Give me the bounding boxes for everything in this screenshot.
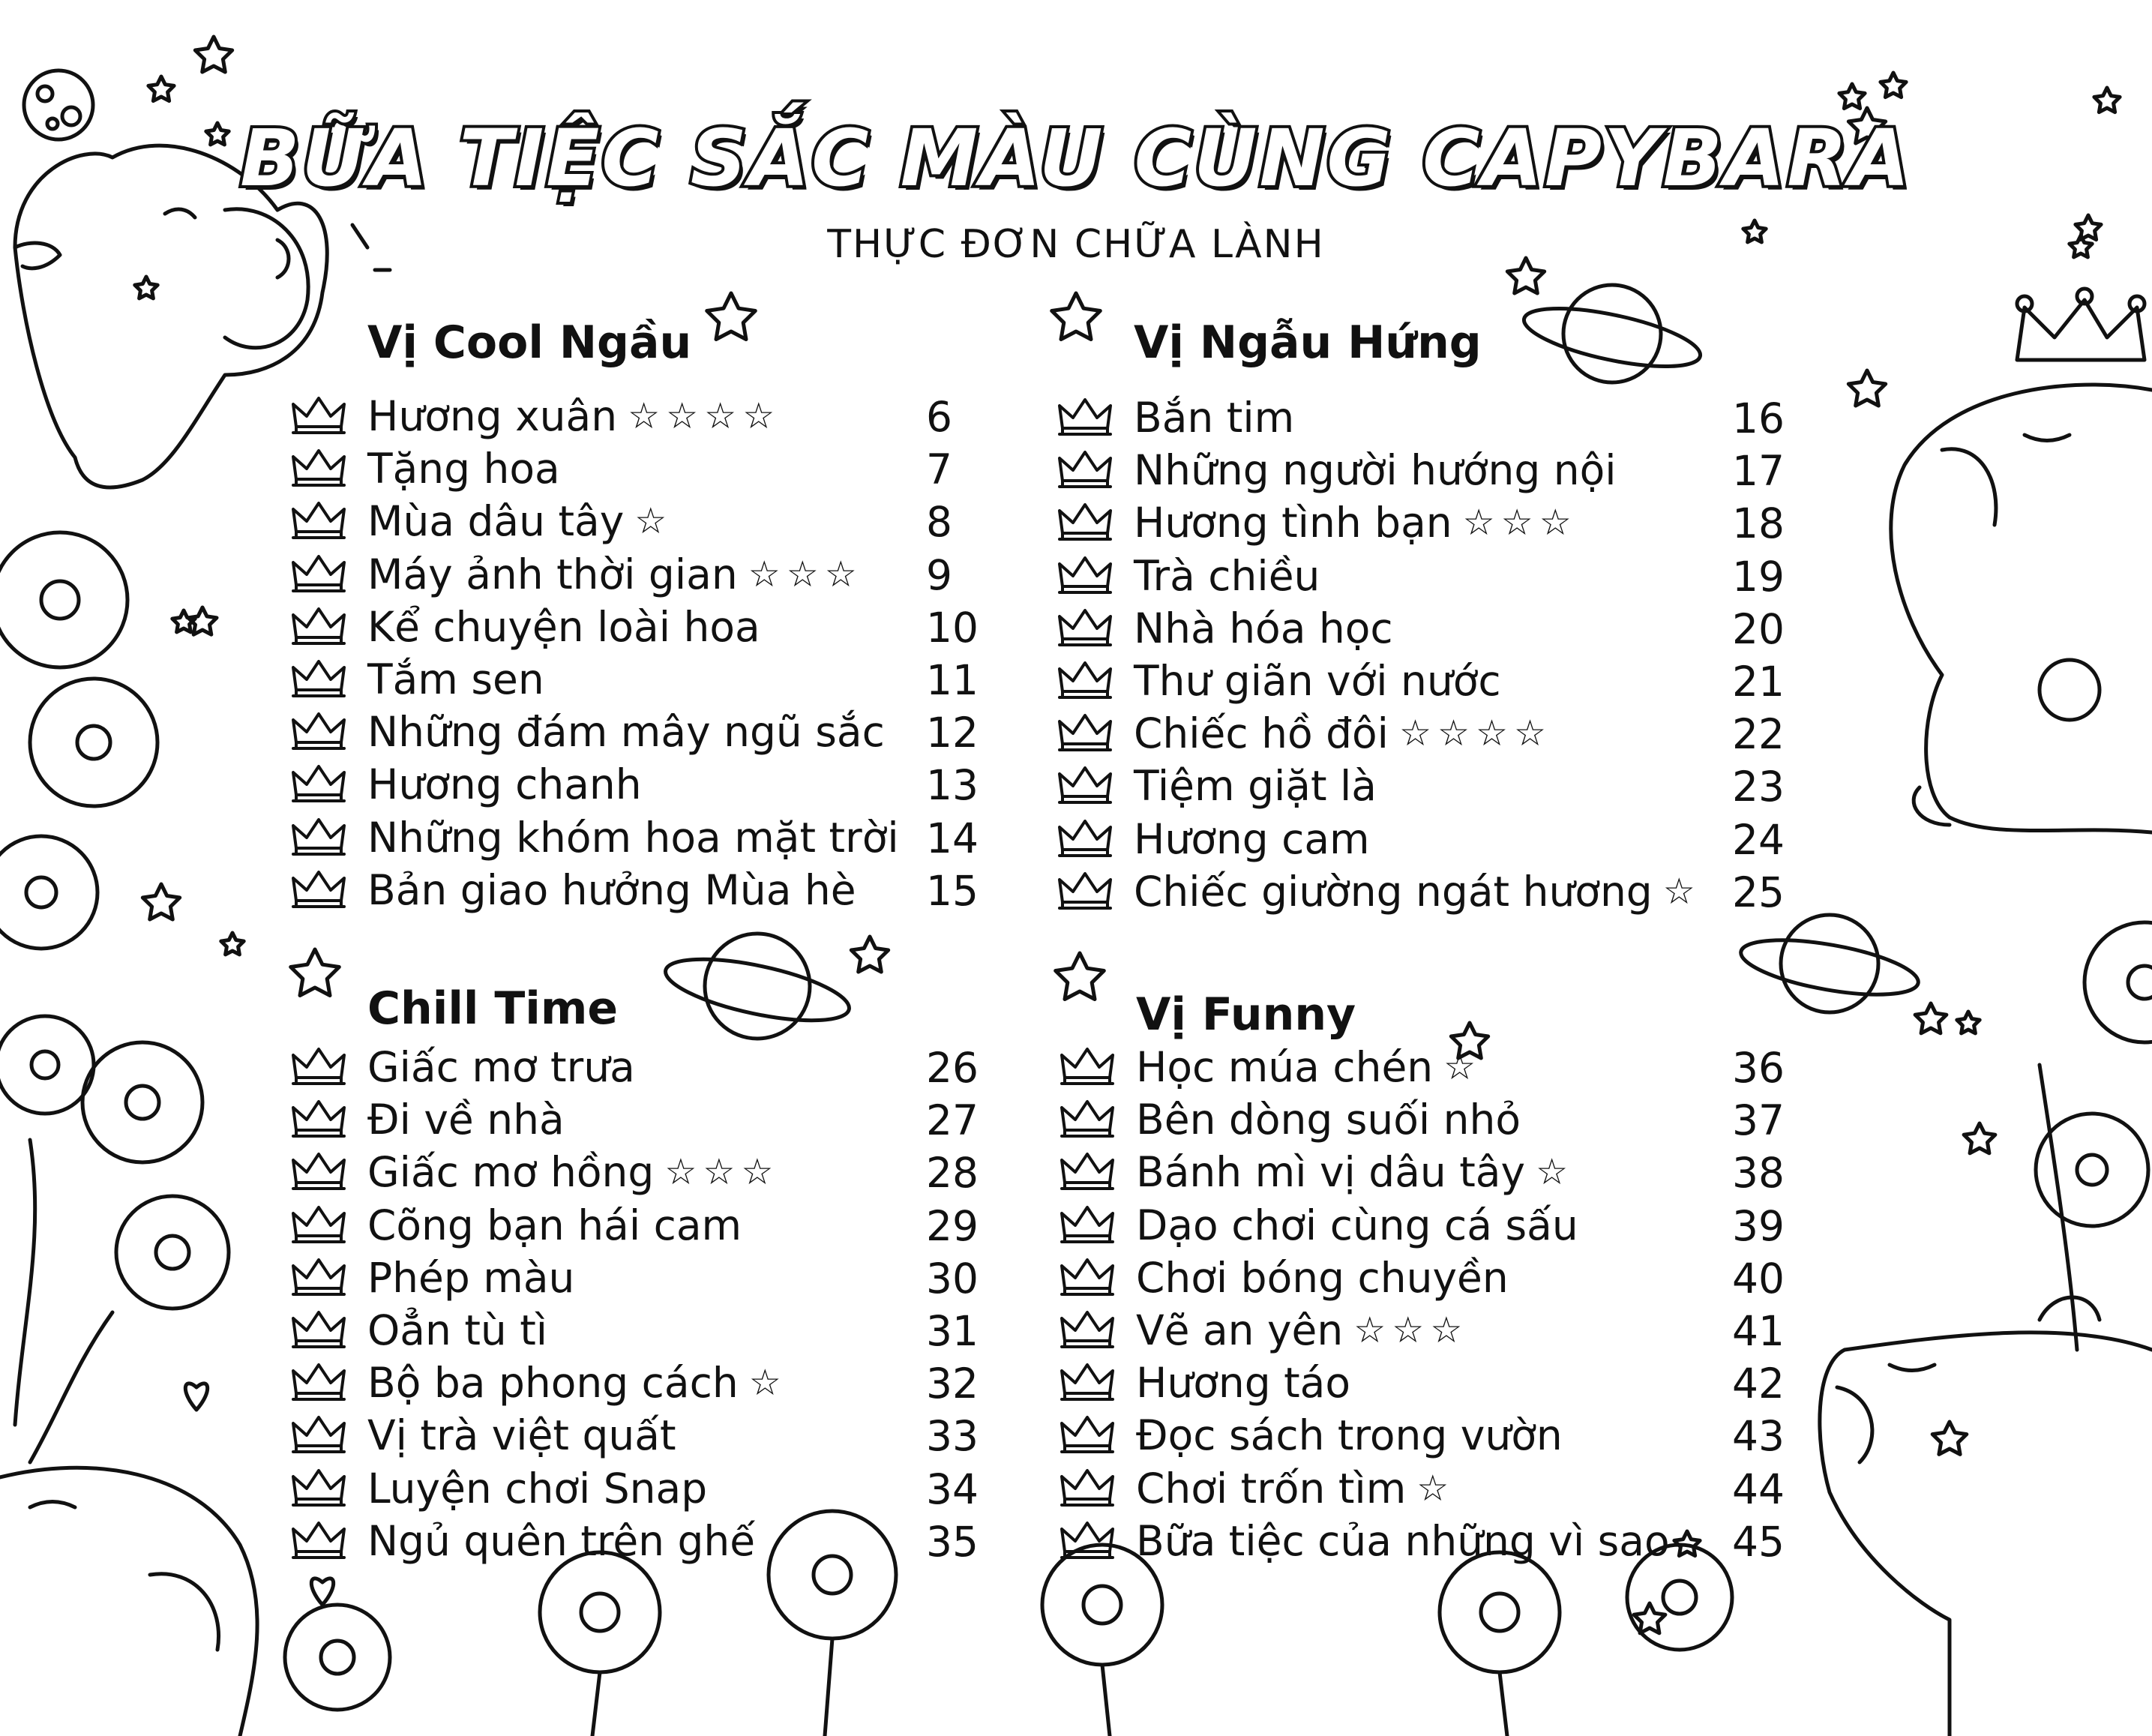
page-subtitle: THỰC ĐƠN CHỮA LÀNH	[827, 222, 1325, 267]
capybara-illustration-bottom-left	[0, 1468, 257, 1736]
crown-icon	[1055, 711, 1115, 756]
decorative-star-icon	[1839, 84, 1865, 109]
menu-item-name: Giấc mơ trưa	[367, 1043, 635, 1091]
crown-icon	[289, 394, 349, 439]
menu-item-name: Chơi trốn tìm	[1136, 1464, 1407, 1513]
menu-item-page-number: 11	[926, 656, 979, 704]
menu-item-name: Tiệm giặt là	[1134, 762, 1377, 811]
menu-item	[367, 864, 856, 916]
crown-icon	[289, 815, 349, 860]
star-outline-icon: ☆☆☆	[1462, 502, 1578, 544]
decorative-star-icon	[1881, 73, 1906, 97]
crown-icon	[1057, 1203, 1117, 1248]
menu-item-page-number: 37	[1732, 1096, 1785, 1145]
menu-item-page-number: 21	[1732, 658, 1785, 706]
menu-item-page-number: 43	[1732, 1412, 1785, 1461]
menu-item-page-number: 41	[1732, 1307, 1785, 1355]
crown-icon	[1055, 658, 1115, 703]
crown-icon	[1057, 1150, 1117, 1195]
menu-item-name: Nhà hóa học	[1134, 604, 1393, 652]
menu-item-page-number: 17	[1732, 447, 1785, 496]
star-outline-icon: ☆☆☆☆	[1398, 712, 1553, 755]
menu-item	[367, 1252, 574, 1304]
menu-item	[367, 495, 673, 547]
menu-item-name: Mùa dâu tây	[367, 497, 625, 546]
crown-icon	[289, 446, 349, 491]
menu-item	[1134, 707, 1552, 760]
star-outline-icon: ☆☆☆☆	[628, 395, 781, 437]
menu-item-page-number: 9	[926, 550, 952, 599]
menu-item	[367, 706, 885, 758]
menu-item-name: Hương tình bạn	[1134, 499, 1452, 547]
star-outline-icon: ☆	[1443, 1046, 1482, 1088]
menu-item-page-number: 38	[1732, 1149, 1785, 1198]
menu-item-page-number: 44	[1732, 1465, 1785, 1513]
menu-item-name: Bánh mì vị dâu tây	[1136, 1148, 1526, 1197]
menu-item-name: Máy ảnh thời gian	[367, 550, 738, 598]
menu-item-name: Những khóm hoa mặt trời	[367, 813, 899, 862]
menu-item-page-number: 16	[1732, 394, 1785, 442]
section-title: Vị Funny	[1136, 988, 1356, 1041]
decorative-star-icon	[148, 76, 174, 101]
section-title: Vị Cool Ngầu	[367, 316, 692, 369]
crown-icon	[1057, 1519, 1117, 1564]
menu-item-name: Những người hướng nội	[1134, 446, 1617, 495]
decorative-star-icon	[1915, 1003, 1947, 1033]
planet-illustration-2	[661, 934, 854, 1039]
menu-item-page-number: 34	[926, 1465, 979, 1513]
menu-item-name: Đi về nhà	[367, 1096, 565, 1144]
menu-item-name: Trà chiều	[1134, 551, 1320, 600]
menu-item-name: Chiếc hồ đôi	[1134, 709, 1389, 758]
decorative-star-icon	[707, 293, 756, 340]
menu-item	[1136, 1357, 1350, 1409]
menu-item-name: Hương táo	[1136, 1359, 1351, 1408]
menu-item	[1136, 1409, 1563, 1462]
menu-item-page-number: 22	[1732, 710, 1785, 759]
crown-icon	[289, 1150, 349, 1195]
menu-item-page-number: 39	[1732, 1201, 1785, 1250]
menu-item-page-number: 14	[926, 814, 979, 862]
menu-item-name: Phép màu	[367, 1253, 575, 1302]
crown-icon	[289, 499, 349, 544]
menu-item	[1136, 1304, 1468, 1357]
menu-item-name: Oẳn tù tì	[367, 1306, 548, 1354]
menu-item	[1136, 1252, 1509, 1304]
menu-item-name: Vị trà việt quất	[367, 1411, 676, 1460]
crown-icon	[289, 762, 349, 807]
menu-item-name: Thư giãn với nước	[1134, 657, 1501, 705]
menu-item-name: Kể chuyện loài hoa	[367, 602, 760, 651]
menu-item-page-number: 10	[926, 603, 979, 652]
crown-icon	[1055, 817, 1115, 862]
crown-icon	[289, 1203, 349, 1248]
menu-item-page-number: 18	[1732, 499, 1785, 548]
crown-icon	[1057, 1308, 1117, 1353]
heart-icon	[311, 1579, 333, 1605]
menu-item	[367, 1515, 755, 1567]
star-outline-icon: ☆	[1416, 1467, 1455, 1510]
decorative-star-icon	[2094, 88, 2120, 112]
menu-item	[1134, 496, 1578, 549]
decorative-star-icon	[1052, 293, 1101, 340]
decorative-star-icon	[221, 933, 244, 955]
crown-icon	[1055, 448, 1115, 493]
decorative-star-icon	[1848, 370, 1885, 406]
menu-item-name: Chiếc giường ngát hương	[1134, 867, 1653, 916]
menu-item	[367, 758, 642, 811]
decorative-star-icon	[172, 610, 195, 632]
decorative-star-icon	[195, 37, 232, 72]
decorative-star-icon	[1932, 1422, 1967, 1454]
crown-icon	[1055, 869, 1115, 914]
menu-item	[367, 442, 560, 495]
flower-cluster-left	[0, 532, 229, 1462]
flower-cluster-right	[2036, 922, 2152, 1350]
crown-icon	[289, 1255, 349, 1300]
menu-item	[1136, 1199, 1578, 1252]
menu-item	[1136, 1041, 1482, 1093]
menu-item-page-number: 26	[926, 1044, 979, 1092]
menu-item	[1134, 865, 1701, 918]
menu-item-page-number: 32	[926, 1360, 979, 1408]
menu-item-page-number: 45	[1732, 1517, 1785, 1566]
menu-item	[367, 653, 544, 706]
menu-item-name: Những đám mây ngũ sắc	[367, 708, 885, 757]
menu-item	[1136, 1462, 1455, 1515]
menu-item-name: Giấc mơ hồng	[367, 1148, 655, 1197]
menu-item	[1136, 1515, 1670, 1567]
menu-item-name: Dạo chơi cùng cá sấu	[1136, 1201, 1578, 1249]
menu-item-page-number: 33	[926, 1412, 979, 1461]
menu-item-page-number: 15	[926, 866, 979, 915]
menu-item-name: Bản giao hưởng Mùa hè	[367, 865, 856, 914]
crown-icon	[289, 1308, 349, 1353]
menu-item	[367, 1462, 707, 1515]
menu-item-page-number: 25	[1732, 868, 1785, 916]
menu-item-name: Bắn tim	[1134, 394, 1295, 442]
crown-icon	[289, 604, 349, 649]
crown-icon	[289, 709, 349, 754]
menu-item-name: Hương xuân	[367, 392, 618, 440]
menu-item	[1136, 1093, 1521, 1146]
menu-item-name: Hương cam	[1134, 814, 1370, 863]
menu-item-page-number: 8	[926, 498, 952, 547]
menu-item-name: Tặng hoa	[367, 445, 560, 493]
menu-item-page-number: 27	[926, 1096, 979, 1145]
page-title: BỮA TIỆC SẮC MÀU CÙNG CAPYBARA	[240, 112, 1912, 204]
menu-item	[367, 1199, 742, 1252]
crown-icon	[1057, 1045, 1117, 1090]
menu-item-name: Hương chanh	[367, 760, 642, 809]
crown-icon	[1057, 1413, 1117, 1458]
section-title: Chill Time	[367, 982, 619, 1035]
menu-item-page-number: 20	[1732, 604, 1785, 653]
menu-item-page-number: 31	[926, 1307, 979, 1355]
menu-item-name: Đọc sách trong vườn	[1136, 1411, 1563, 1460]
menu-item	[1134, 391, 1294, 444]
crown-icon	[289, 1097, 349, 1142]
menu-item-page-number: 19	[1732, 552, 1785, 601]
decorative-star-icon	[1056, 953, 1104, 1000]
capybara-with-crown-illustration	[1891, 289, 2152, 832]
capybara-illustration-bottom-right	[1820, 1297, 2152, 1736]
crown-icon	[289, 1045, 349, 1090]
menu-item-name: Bữa tiệc của những vì sao	[1136, 1516, 1670, 1565]
menu-item-name: Vẽ an yên	[1136, 1306, 1344, 1354]
menu-item-page-number: 6	[926, 393, 952, 441]
star-outline-icon: ☆	[1662, 870, 1701, 913]
menu-item-page-number: 35	[926, 1517, 979, 1566]
menu-item-page-number: 30	[926, 1254, 979, 1303]
menu-item-page-number: 40	[1732, 1254, 1785, 1303]
menu-item	[367, 1093, 565, 1146]
menu-item	[367, 390, 781, 442]
menu-item	[1134, 602, 1393, 655]
star-outline-icon: ☆	[1536, 1151, 1575, 1194]
star-outline-icon: ☆☆☆	[1353, 1309, 1469, 1351]
menu-item-name: Luyện chơi Snap	[367, 1464, 708, 1513]
decorative-star-icon	[291, 949, 340, 996]
crown-icon	[1055, 395, 1115, 440]
menu-item	[367, 548, 863, 601]
crown-icon	[1057, 1097, 1117, 1142]
crown-icon	[289, 552, 349, 597]
menu-item	[367, 1357, 787, 1409]
crown-icon	[1055, 763, 1115, 808]
star-outline-icon: ☆☆☆	[664, 1151, 780, 1194]
menu-item-page-number: 42	[1732, 1360, 1785, 1408]
menu-item-page-number: 24	[1732, 815, 1785, 864]
star-outline-icon: ☆☆☆	[748, 553, 863, 595]
crown-icon	[1055, 553, 1115, 598]
crown-icon	[1057, 1255, 1117, 1300]
menu-item	[367, 1304, 547, 1357]
decorative-star-icon	[851, 937, 888, 972]
planet-illustration-1	[1519, 285, 1704, 382]
menu-item-name: Bộ ba phong cách	[367, 1359, 739, 1408]
menu-item	[1136, 1146, 1574, 1198]
menu-item-page-number: 7	[926, 445, 952, 494]
crown-icon	[1055, 500, 1115, 545]
menu-item-name: Chơi bóng chuyền	[1136, 1253, 1509, 1302]
menu-item-name: Học múa chén	[1136, 1043, 1434, 1091]
menu-item-page-number: 13	[926, 761, 979, 810]
crown-icon	[289, 1519, 349, 1564]
decorative-star-icon	[135, 277, 157, 298]
menu-item	[367, 811, 899, 864]
star-outline-icon: ☆	[748, 1362, 787, 1405]
menu-item	[1134, 550, 1320, 602]
crown-icon	[289, 868, 349, 913]
heart-icon	[185, 1384, 207, 1410]
menu-item-page-number: 29	[926, 1201, 979, 1250]
menu-item-page-number: 28	[926, 1149, 979, 1198]
menu-item	[1134, 444, 1617, 496]
menu-item	[367, 601, 760, 653]
menu-item-page-number: 12	[926, 709, 979, 757]
crown-icon	[1057, 1360, 1117, 1405]
menu-item	[367, 1409, 676, 1462]
decorative-star-icon	[1957, 1012, 1980, 1033]
planet-illustration-3	[1737, 915, 1923, 1012]
crown-icon	[1055, 606, 1115, 651]
star-outline-icon: ☆	[634, 500, 673, 543]
menu-item	[1134, 655, 1501, 707]
crown-icon	[289, 657, 349, 702]
crown-icon	[289, 1413, 349, 1458]
menu-item-name: Bên dòng suối nhỏ	[1136, 1096, 1521, 1144]
menu-item	[367, 1041, 635, 1093]
section-title: Vị Ngẫu Hứng	[1134, 316, 1482, 369]
menu-item	[367, 1146, 779, 1198]
menu-item	[1134, 760, 1377, 812]
decorative-star-icon	[142, 884, 179, 919]
crown-icon	[1057, 1466, 1117, 1511]
decorative-star-icon	[1964, 1123, 1995, 1153]
crown-icon	[289, 1360, 349, 1405]
menu-item	[1134, 813, 1370, 865]
menu-item-name: Tắm sen	[367, 655, 544, 703]
menu-item-name: Ngủ quên trên ghế	[367, 1516, 756, 1565]
menu-item-page-number: 36	[1732, 1044, 1785, 1092]
crown-icon	[289, 1466, 349, 1511]
menu-item-page-number: 23	[1732, 763, 1785, 811]
menu-item-name: Cõng bạn hái cam	[367, 1201, 742, 1249]
